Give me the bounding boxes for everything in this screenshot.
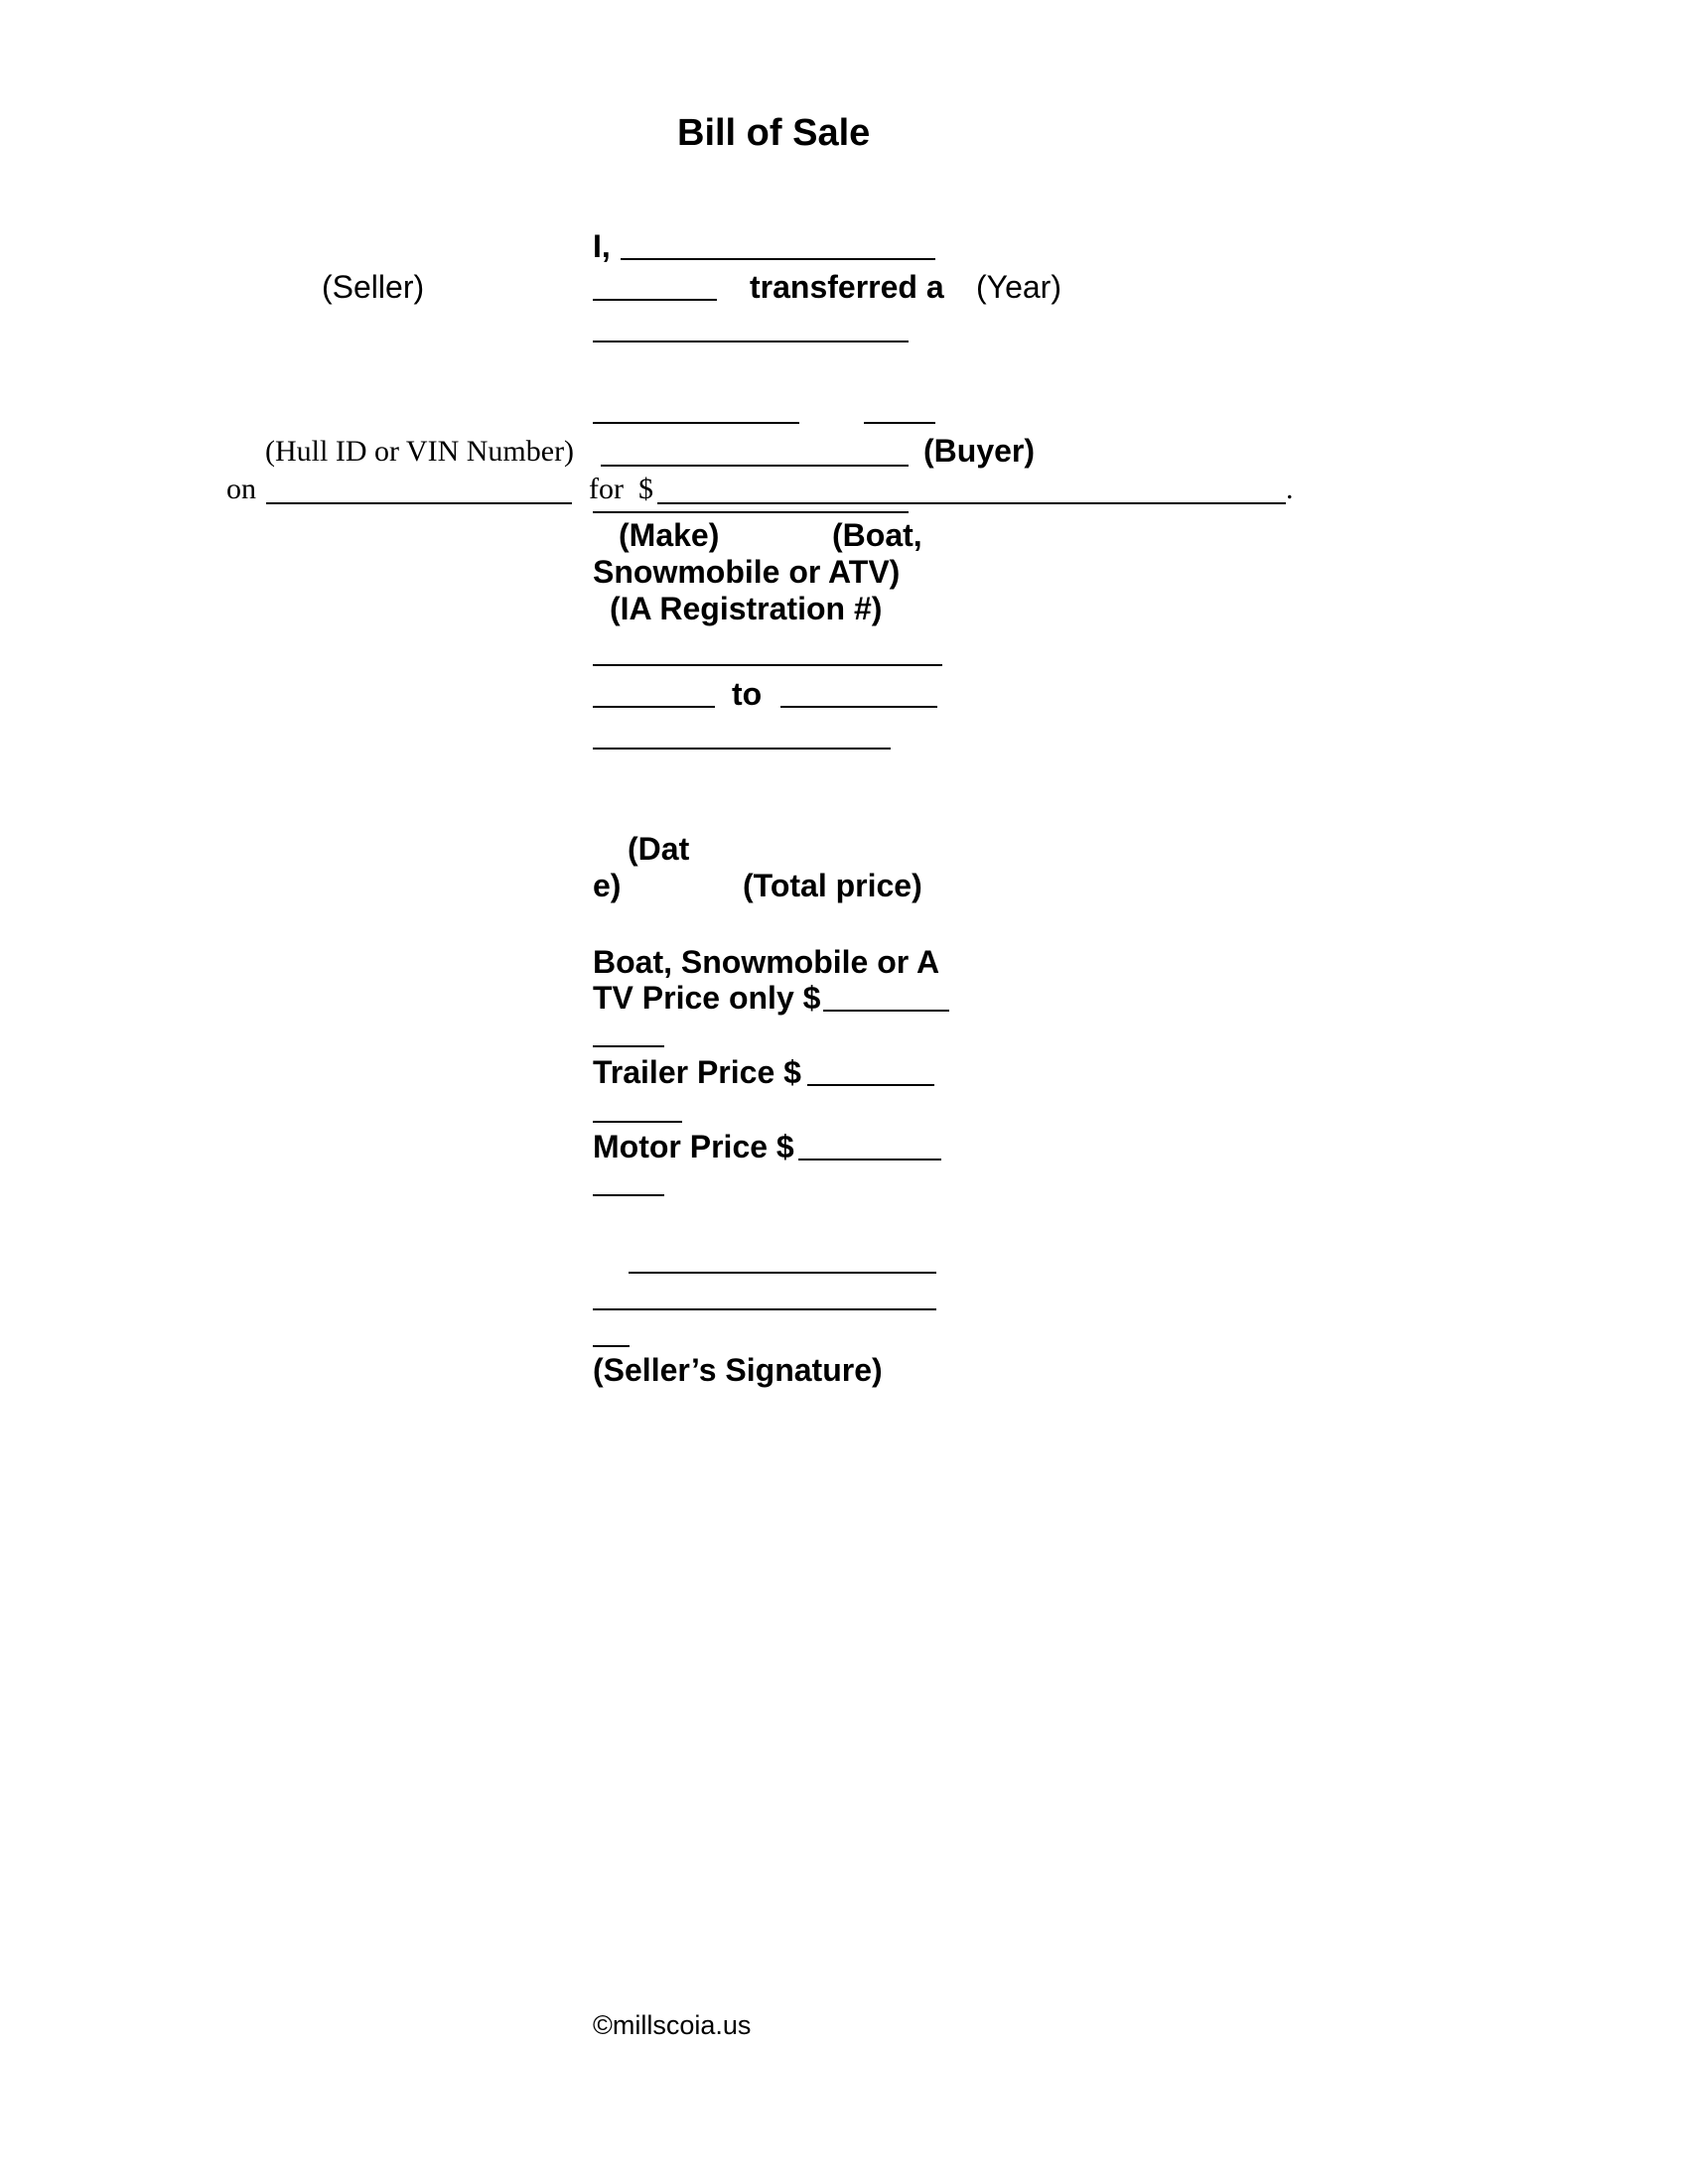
make-blank[interactable]: [593, 422, 799, 424]
seller-signature-blank[interactable]: [629, 1272, 936, 1274]
buyer-blank[interactable]: [593, 748, 891, 750]
on-text: on: [226, 473, 256, 505]
trailer-price-label: Trailer Price $: [593, 1054, 801, 1090]
vehicle-price-blank[interactable]: [823, 1010, 949, 1012]
seller-signature-label: (Seller’s Signature): [593, 1352, 883, 1388]
date-label-continued: e): [593, 868, 622, 903]
motor-price-blank[interactable]: [798, 1159, 941, 1160]
make-label: (Make): [619, 517, 720, 553]
seller-signature-blank-end[interactable]: [593, 1345, 630, 1347]
seller-label: (Seller): [322, 269, 425, 305]
for-text: for $: [589, 473, 653, 505]
total-price-blank[interactable]: [657, 502, 1286, 504]
trailer-price-blank[interactable]: [807, 1084, 934, 1086]
motor-price-label: Motor Price $: [593, 1129, 794, 1164]
registration-blank[interactable]: [593, 664, 942, 666]
transferred-text: transferred a: [750, 269, 944, 305]
vehicle-price-label-continued: TV Price only $: [593, 980, 821, 1016]
year-blank[interactable]: [593, 341, 909, 342]
transfer-to-blank[interactable]: [780, 706, 937, 708]
buyer-name-blank[interactable]: [593, 511, 909, 513]
motor-price-blank-continued[interactable]: [593, 1194, 664, 1196]
vehicle-price-blank-continued[interactable]: [593, 1045, 664, 1047]
year-label: (Year): [976, 269, 1061, 305]
total-price-label: (Total price): [743, 868, 922, 903]
boat-type-blank[interactable]: [864, 422, 935, 424]
date-blank[interactable]: [266, 502, 572, 504]
period: .: [1286, 473, 1294, 505]
date-label: (Dat: [628, 831, 690, 867]
copyright-footer: ©millscoia.us: [593, 2010, 752, 2040]
to-text: to: [732, 676, 763, 712]
trailer-price-blank-continued[interactable]: [593, 1121, 682, 1123]
seller-name-blank[interactable]: [621, 258, 935, 260]
hull-id-blank[interactable]: [601, 465, 909, 467]
seller-name-blank-continued[interactable]: [593, 299, 717, 301]
hull-id-label: (Hull ID or VIN Number): [265, 435, 575, 468]
page-title: Bill of Sale: [677, 112, 871, 154]
registration-label: (IA Registration #): [610, 591, 883, 626]
seller-prefix: I,: [593, 228, 611, 264]
boat-type-label: (Boat,: [832, 517, 922, 553]
boat-type-label-continued: Snowmobile or ATV): [593, 554, 901, 590]
transfer-from-blank[interactable]: [593, 706, 715, 708]
buyer-label: (Buyer): [923, 433, 1036, 469]
seller-signature-blank-continued[interactable]: [593, 1308, 936, 1310]
vehicle-price-label: Boat, Snowmobile or A: [593, 944, 940, 980]
